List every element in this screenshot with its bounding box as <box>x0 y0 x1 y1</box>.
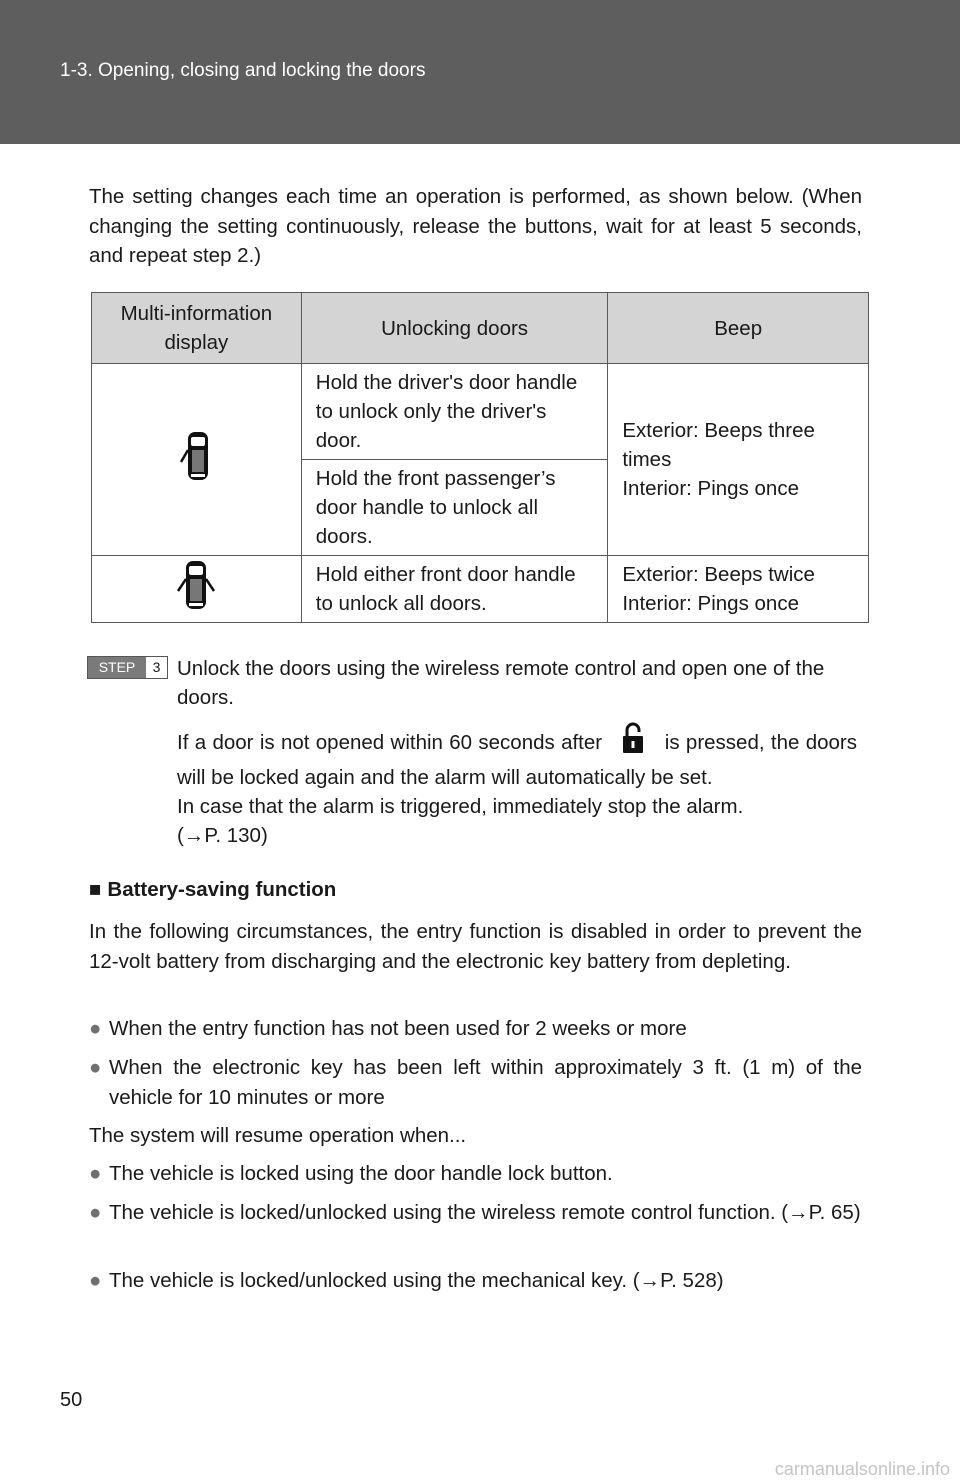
page-header <box>0 0 960 144</box>
bullet-dot-icon: ● <box>89 1056 102 1079</box>
beep-three-times-cell <box>608 364 869 556</box>
bullet-dot-icon: ● <box>89 1201 102 1224</box>
note-after-icon: is pressed, the doors will be locked again and the alarm will automatically be set. <box>177 731 858 789</box>
battery-heading-text: Battery-saving function <box>107 878 337 901</box>
unlock-passenger-door-text: Hold the front passenger’s door handle to unlock all doors. <box>301 460 608 556</box>
section-title: 1-3. Opening, closing and locking the doors <box>60 60 426 81</box>
lock-icon <box>608 721 658 763</box>
car-all-doors-icon <box>172 557 220 613</box>
unlock-settings-table <box>91 292 869 623</box>
step-badge <box>87 656 168 679</box>
square-bullet-icon: ■ <box>89 878 102 901</box>
step-note <box>177 721 857 850</box>
bullet-dot-icon: ● <box>89 1017 102 1040</box>
watermark: carmanualsonline.info <box>774 1459 950 1479</box>
unlock-all-doors-text: Hold either front door handle to unlock all doors. <box>301 556 608 623</box>
list-item: ● When the entry function has not been used for 2 weeks or more <box>89 1014 862 1044</box>
note-reference: (→P. 130) <box>177 824 268 847</box>
beep-exterior-text: Exterior: Beeps twice <box>622 563 815 586</box>
list-item: ● The vehicle is locked/unlocked using the mechanical key. (→P. 528) <box>89 1266 862 1296</box>
page-number: 50 <box>60 1389 83 1411</box>
bullet-dot-icon: ● <box>89 1269 102 1292</box>
beep-exterior-text: Exterior: Beeps three times <box>622 419 815 471</box>
driver-door-display-cell <box>92 364 302 556</box>
beep-twice-cell <box>608 556 869 623</box>
beep-interior-text: Interior: Pings once <box>622 477 799 500</box>
note-before-icon: If a door is not opened within 60 seconds after <box>177 731 603 754</box>
bullet-dot-icon: ● <box>89 1162 102 1185</box>
table-row <box>92 556 869 623</box>
unlock-driver-door-text: Hold the driver's door handle to unlock only the driver's door. <box>301 364 608 460</box>
intro-paragraph: The setting changes each time an operation is performed, as shown below. (When changing the setting continuously, release the buttons, wait for at least 5 seconds, and repeat step 2.) <box>89 185 862 267</box>
step-number: 3 <box>146 657 167 678</box>
list-item: ● When the electronic key has been left within approximately 3 ft. (1 m) of the vehicle for 10 minutes or more <box>89 1053 862 1112</box>
battery-intro: In the following circumstances, the entry function is disabled in order to prevent the 12-volt battery from discharging and the electronic key battery from depleting. <box>89 920 862 973</box>
beep-interior-text: Interior: Pings once <box>622 592 799 615</box>
table-header-row <box>92 293 869 364</box>
step-label: STEP <box>88 657 146 678</box>
note-alarm: In case that the alarm is triggered, immediately stop the alarm. <box>177 795 744 818</box>
battery-section-heading <box>89 878 336 902</box>
header-display: Multi-information display <box>92 293 302 364</box>
all-doors-display-cell <box>92 556 302 623</box>
car-driver-door-icon <box>176 428 216 484</box>
resume-paragraph: The system will resume operation when... <box>89 1124 467 1147</box>
header-unlocking: Unlocking doors <box>301 293 608 364</box>
step-text: Unlock the doors using the wireless remote control and open one of the doors. <box>177 657 825 709</box>
table-row <box>92 364 869 460</box>
list-item: ● The vehicle is locked/unlocked using the wireless remote control function. (→P. 65) <box>89 1198 862 1228</box>
header-beep: Beep <box>608 293 869 364</box>
list-item: ● The vehicle is locked using the door handle lock button. <box>89 1159 862 1189</box>
